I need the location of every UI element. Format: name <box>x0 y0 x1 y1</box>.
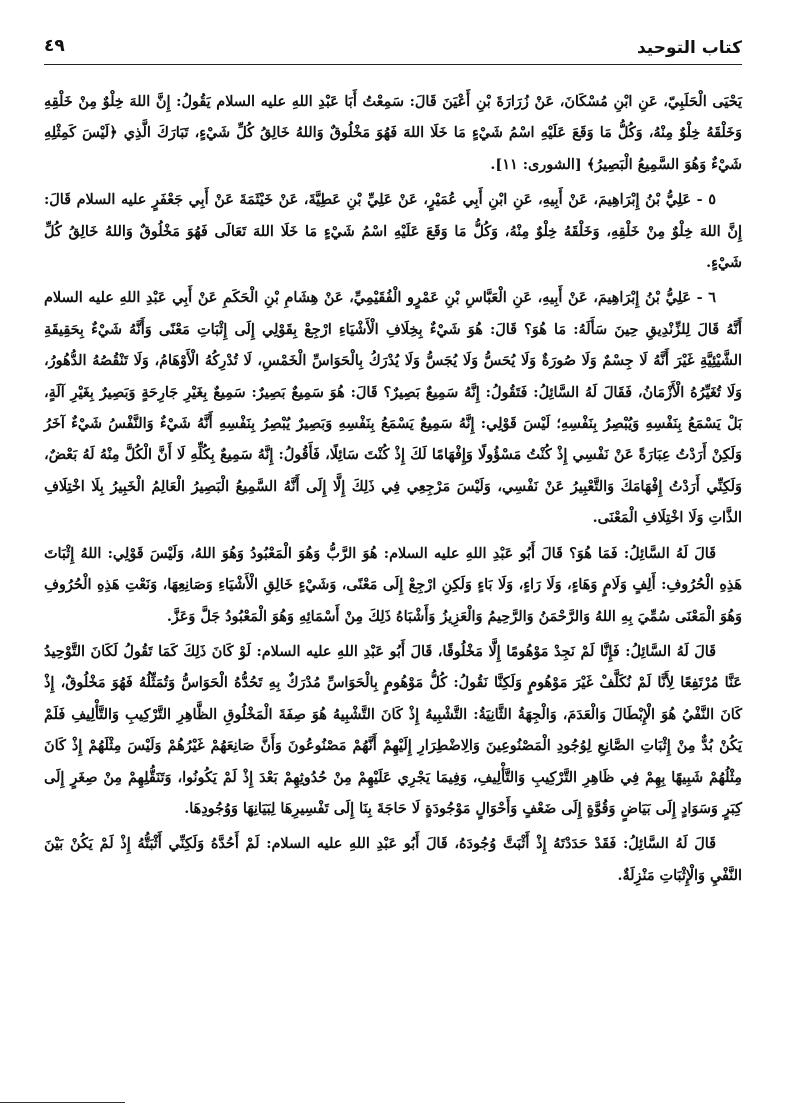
book-title: كتاب التوحيد <box>636 38 742 58</box>
paragraph-dialogue-1: قَالَ لَهُ السَّائِلُ: فَمَا هُوَ؟ قَالَ أَبُو عَبْدِ اللهِ عليه السلام: هُوَ الرَّبُّ وَهُوَ الْمَعْبُودُ وَهُوَ اللهُ، وَلَيْسَ قَوْلِي: اللهُ إِثْبَاتَ هَذِهِ الْحُرُوفِ: أَلِفٍ وَلَامٍ وَهَاءٍ، وَلَا رَاءٍ، وَلَا بَاءٍ وَلَكِنِ ارْجِعْ إِلَى مَعْنًى، وَشَيْءٍ خَالِقِ الْأَشْيَاءِ وَصَانِعِهَا، وَنَعْتِ هَذِهِ الْحُرُوفِ وَهُوَ الْمَعْنَى سُمِّيَ بِهِ اللهُ وَالرَّحْمَنُ وَالرَّحِيمُ وَالْعَزِيزُ وَأَشْبَاهُ ذَلِكَ مِنْ أَسْمَائِهِ وَهُوَ الْمَعْبُودُ جَلَّ وَعَزَّ. <box>44 544 742 625</box>
paragraph-hadith-5: ٥ - عَلِيُّ بْنُ إِبْرَاهِيمَ، عَنْ أَبِيهِ، عَنِ ابْنِ أَبِي عُمَيْرٍ، عَنْ عَلِيِّ بْنِ عَطِيَّةَ، عَنْ خَيْثَمَةَ عَنْ أَبِي جَعْفَرٍ عليه السلام قَالَ: إِنَّ اللهَ خِلْوٌ مِنْ خَلْقِهِ، وَخَلْقَهُ خِلْوٌ مِنْهُ، وَكُلُّ مَا وَقَعَ عَلَيْهِ اسْمُ شَيْءٍ مَا خَلَا اللهَ تَعَالَى فَهُوَ مَخْلُوقٌ وَاللهُ خَالِقُ كُلِّ شَيْءٍ. <box>44 191 742 272</box>
paragraph-hadith-6: ٦ - عَلِيُّ بْنُ إِبْرَاهِيمَ، عَنْ أَبِيهِ، عَنِ الْعَبَّاسِ بْنِ عَمْرٍو الْفُقَيْمِيِّ، عَنْ هِشَامِ بْنِ الْحَكَمِ عَنْ أَبِي عَبْدِ اللهِ عليه السلام أَنَّهُ قَالَ لِلزِّنْدِيقِ حِينَ سَأَلَهُ: مَا هُوَ؟ قَالَ: هُوَ شَيْءٌ بِخِلَافِ الْأَشْيَاءِ ارْجِعْ بِقَوْلِي إِلَى إِثْبَاتِ مَعْنًى وَأَنَّهُ شَيْءٌ بِحَقِيقَةِ الشَّيْئِيَّةِ غَيْرَ أَنَّهُ لَا جِسْمٌ وَلَا صُورَةٌ وَلَا يُحَسُّ وَلَا يُجَسُّ وَلَا يُدْرَكُ بِالْحَوَاسِّ الْخَمْسِ، لَا تُدْرِكُهُ الْأَوْهَامُ، وَلَا تَنْقُصُهُ الدُّهُورُ، وَلَا تُغَيِّرُهُ الْأَزْمَانُ، فَقَالَ لَهُ السَّائِلُ: فَتَقُولُ: إِنَّهُ سَمِيعٌ بَصِيرٌ؟ قَالَ: هُوَ سَمِيعٌ بَصِيرٌ: سَمِيعٌ بِغَيْرِ جَارِحَةٍ وَبَصِيرٌ بِغَيْرِ آلَةٍ، بَلْ يَسْمَعُ بِنَفْسِهِ وَيُبْصِرُ بِنَفْسِهِ؛ لَيْسَ قَوْلِي: إِنَّهُ سَمِيعٌ يَسْمَعُ بِنَفْسِهِ وَبَصِيرٌ يُبْصِرُ بِنَفْسِهِ أَنَّهُ شَيْءٌ وَالنَّفْسُ شَيْءٌ آخَرُ وَلَكِنْ أَرَدْتُ عِبَارَةً عَنْ نَفْسِي إِذْ كُنْتُ مَسْؤُولًا وَإِفْهَامًا لَكَ إِذْ كُنْتَ سَائِلًا، فَأَقُولُ: إِنَّهُ سَمِيعٌ بِكُلِّهِ لَا أَنَّ الْكُلَّ مِنْهُ لَهُ بَعْضٌ، وَلَكِنِّي أَرَدْتُ إِفْهَامَكَ وَالتَّعْبِيرُ عَنْ نَفْسِي، وَلَيْسَ مَرْجِعِي فِي ذَلِكَ إِلَّا إِلَى أَنَّهُ السَّمِيعُ الْبَصِيرُ الْعَالِمُ الْخَبِيرُ بِلَا اخْتِلَافِ الذَّاتِ وَلَا اخْتِلَافِ الْمَعْنَى. <box>44 289 742 527</box>
paragraph-hadith-4-continued: يَحْيَى الْحَلَبِيّ، عَنِ ابْنِ مُسْكَانَ، عَنْ زُرَارَةَ بْنِ أَعْيَنَ قَالَ: سَمِعْتُ أَبَا عَبْدِ اللهِ عليه السلام يَقُولُ: إِنَّ اللهَ خِلْوٌ مِنْ خَلْقِهِ وَخَلْقَهُ خِلْوٌ مِنْهُ، وَكُلُّ مَا وَقَعَ عَلَيْهِ اسْمُ شَيْءٍ مَا خَلَا اللهَ فَهُوَ مَخْلُوقٌ وَاللهُ خَالِقُ كُلِّ شَيْءٍ، تَبَارَكَ الَّذِي ﴿لَيْسَ كَمِثْلِهِ شَيْءٌ وَهُوَ السَّمِيعُ الْبَصِيرُ﴾ [الشورى: ١١]. <box>44 93 742 173</box>
running-header <box>44 32 742 65</box>
paragraph-dialogue-2: قَالَ لَهُ السَّائِلُ: فَإِنَّا لَمْ نَجِدْ مَوْهُومًا إِلَّا مَخْلُوقًا، قَالَ أَبُو عَبْدِ اللهِ عليه السلام: لَوْ كَانَ ذَلِكَ كَمَا تَقُولُ لَكَانَ التَّوْحِيدُ عَنَّا مُرْتَفِعًا لِأَنَّا لَمْ نُكَلَّفْ غَيْرَ مَوْهُومٍ وَلَكِنَّا نَقُولُ: كُلُّ مَوْهُومٍ بِالْحَوَاسِّ مُدْرَكٌ بِهِ تَحُدُّهُ الْحَوَاسُّ وَتُمَثِّلُهُ فَهُوَ مَخْلُوقٌ، إِذْ كَانَ النَّفْيُ هُوَ الْإِبْطَالَ وَالْعَدَمَ، وَالْجِهَةُ الثَّانِيَةُ: التَّشْبِيهُ إِذْ كَانَ التَّشْبِيهُ هُوَ صِفَةَ الْمَخْلُوقِ الظَّاهِرِ التَّرْكِيبِ وَالتَّأْلِيفِ فَلَمْ يَكُنْ بُدٌّ مِنْ إِثْبَاتِ الصَّانِعِ لِوُجُودِ الْمَصْنُوعِينَ وَالِاضْطِرَارِ إِلَيْهِمْ أَنَّهُمْ مَصْنُوعُونَ وَأَنَّ صَانِعَهُمْ غَيْرُهُمْ وَلَيْسَ مِثْلَهُمْ إِذْ كَانَ مِثْلُهُمْ شَبِيهًا بِهِمْ فِي ظَاهِرِ التَّرْكِيبِ وَالتَّأْلِيفِ، وَفِيمَا يَجْرِي عَلَيْهِمْ مِنْ حُدُوثِهِمْ بَعْدَ إِذْ لَمْ يَكُونُوا، وَتَنَقُّلِهِمْ مِنْ صِغَرٍ إِلَى كِبَرٍ وَسَوَادٍ إِلَى بَيَاضٍ وَقُوَّةٍ إِلَى ضَعْفٍ وَأَحْوَالٍ مَوْجُودَةٍ لَا حَاجَةَ بِنَا إِلَى تَفْسِيرِهَا لِبَيَانِهَا وَوُجُودِهَا. <box>44 642 742 817</box>
page-number: ٤٩ <box>44 36 65 56</box>
footnote-divider <box>0 1102 125 1103</box>
paragraph-dialogue-3: قَالَ لَهُ السَّائِلُ: فَقَدْ حَدَدْتَهُ إِذْ أَثْبَتَّ وُجُودَهُ، قَالَ أَبُو عَبْدِ اللهِ عليه السلام: لَمْ أَحُدَّهُ وَلَكِنِّي أَثْبَتُّهُ إِذْ لَمْ يَكُنْ بَيْنَ النَّفْيِ وَالْإِثْبَاتِ مَنْزِلَةٌ. <box>44 835 742 884</box>
page-body <box>44 86 742 891</box>
